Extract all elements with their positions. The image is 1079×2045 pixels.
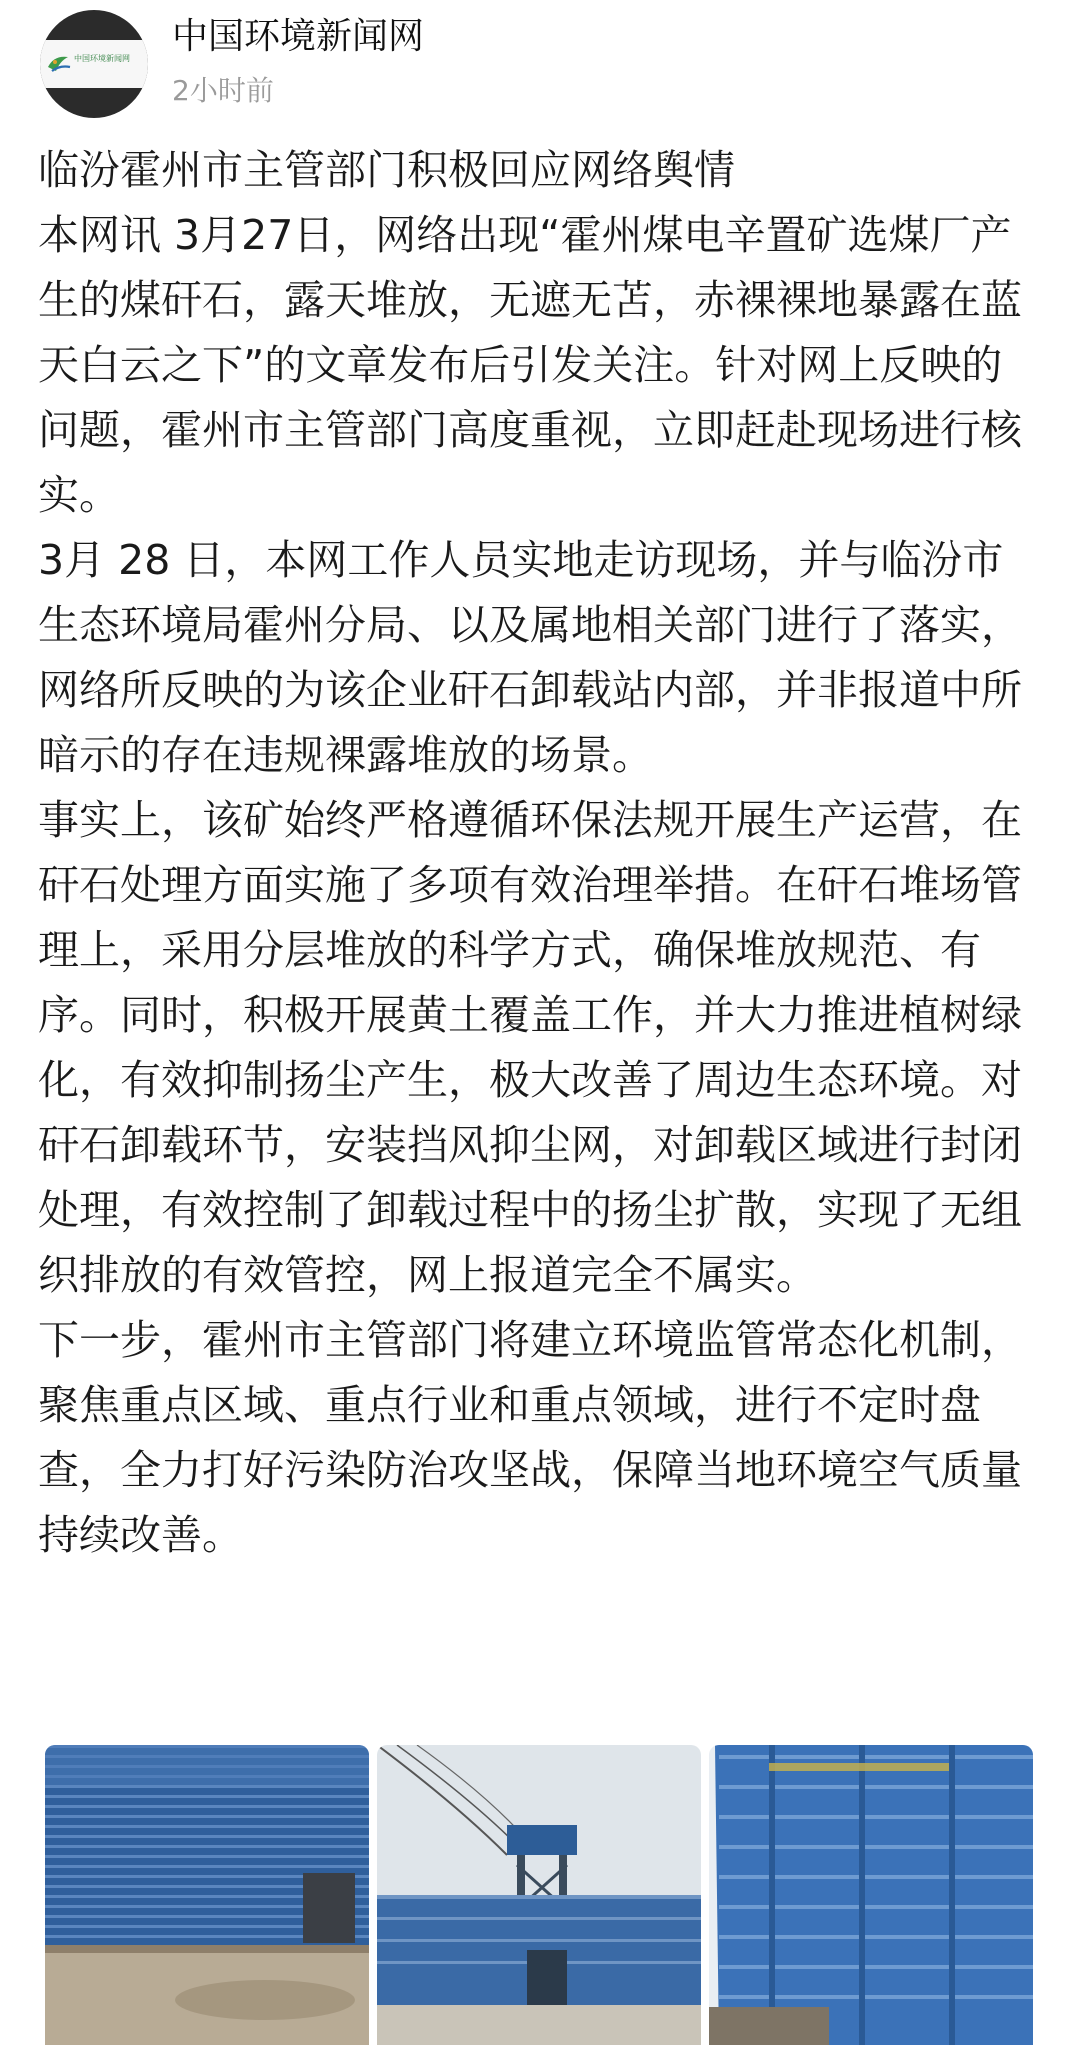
news-logo-icon xyxy=(46,51,72,77)
article-body xyxy=(38,138,1038,1568)
account-name[interactable]: 中国环境新闻网 xyxy=(172,16,425,57)
photo-blue-dust-net-wall xyxy=(45,1745,369,2045)
article-paragraph: 本网讯 3月27日，网络出现“霍州煤电辛置矿选煤厂产生的煤矸石，露天堆放，无遮无苫，赤裸裸地暴露在蓝天白云之下”的文章发布后引发关注。针对网上反映的问题，霍州市主管部门高度重视，立即赶赴现场进行核实。 xyxy=(38,211,1022,519)
gallery-image-1[interactable] xyxy=(45,1745,369,2045)
photo-dust-net-building xyxy=(709,1745,1033,2045)
post-header xyxy=(40,8,1040,118)
image-gallery xyxy=(45,1745,1035,2035)
gallery-image-2[interactable] xyxy=(377,1745,701,2045)
article-paragraph: 3月 28 日，本网工作人员实地走访现场，并与临汾市生态环境局霍州分局、以及属地相关部门进行了落实，网络所反映的为该企业矸石卸载站内部，并非报道中所暗示的存在违规裸露堆放的场景。 xyxy=(38,536,1022,779)
gallery-image-3[interactable] xyxy=(709,1745,1033,2045)
photo-unloading-station xyxy=(377,1745,701,2045)
article-title: 临汾霍州市主管部门积极回应网络舆情 xyxy=(38,146,735,194)
account-avatar[interactable] xyxy=(40,10,148,118)
post-timestamp: 2小时前 xyxy=(172,74,274,107)
avatar-logo-text: 中国环境新闻网 xyxy=(74,54,130,63)
article-paragraph: 下一步，霍州市主管部门将建立环境监管常态化机制，聚焦重点区域、重点行业和重点领域，进行不定时盘查，全力打好污染防治攻坚战，保障当地环境空气质量持续改善。 xyxy=(38,1316,1022,1559)
article-paragraph: 事实上，该矿始终严格遵循环保法规开展生产运营，在矸石处理方面实施了多项有效治理举措。在矸石堆场管理上，采用分层堆放的科学方式，确保堆放规范、有序。同时，积极开展黄土覆盖工作，并大力推进植树绿化，有效抑制扬尘产生，极大改善了周边生态环境。对矸石卸载环节，安装挡风抑尘网，对卸载区域进行封闭处理，有效控制了卸载过程中的扬尘扩散，实现了无组织排放的有效管控，网上报道完全不属实。 xyxy=(38,796,1022,1299)
